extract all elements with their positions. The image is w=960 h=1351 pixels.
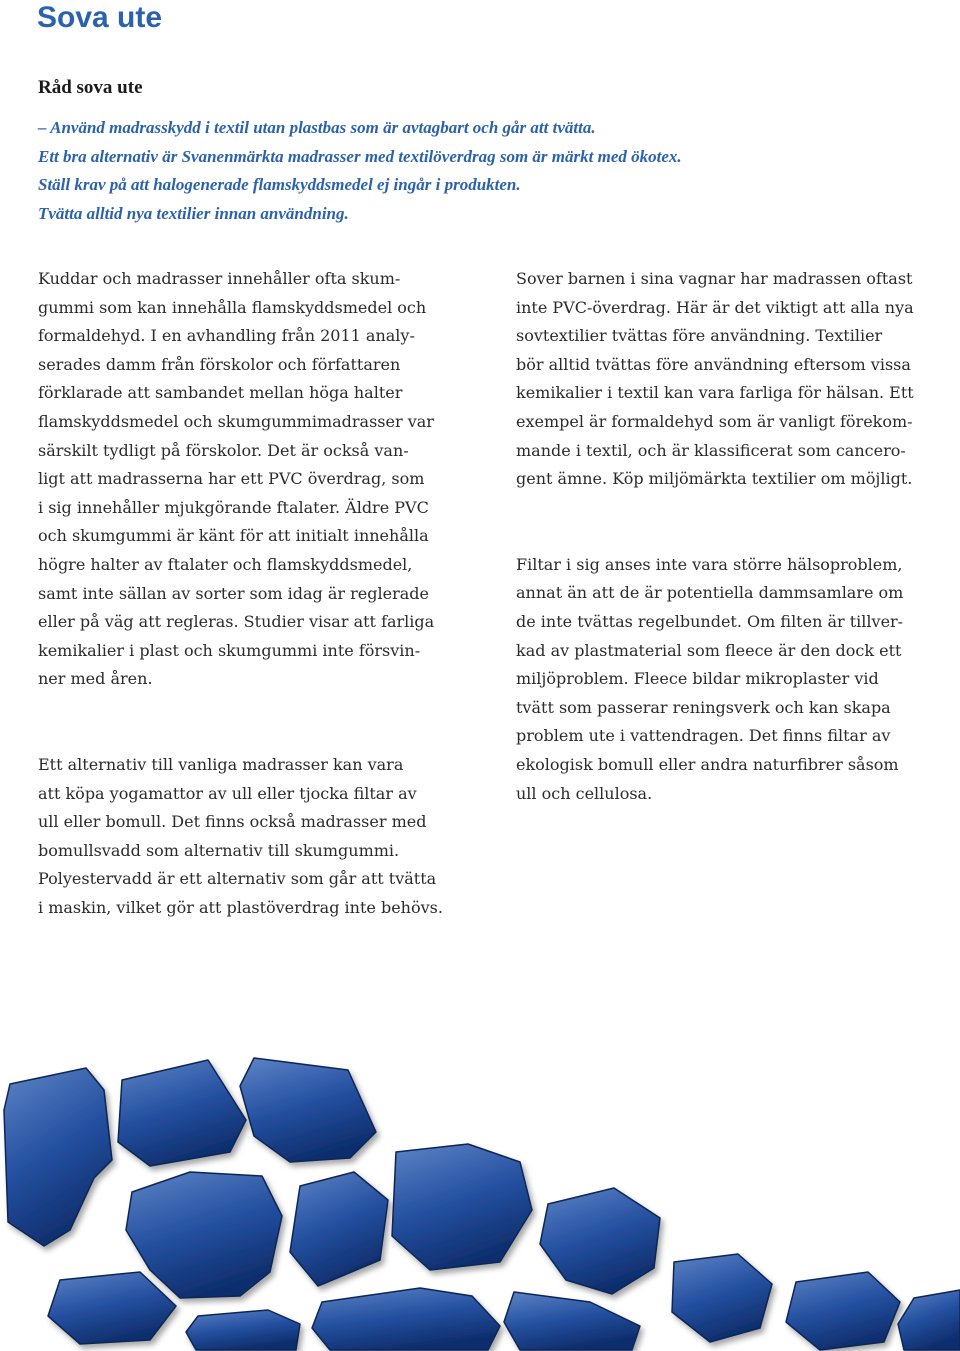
tile-shape [312, 1288, 500, 1350]
text-line: kemikalier i textil kan vara farliga för hälsan. Ett [516, 383, 914, 403]
text-line: Polyestervadd är ett alternativ som går att tvätta [38, 869, 437, 889]
text-line: formaldehyd. I en avhandling från 2011 analy- [38, 326, 415, 346]
text-line: Kuddar och madrasser innehåller ofta skum- [38, 269, 401, 288]
tile-shape [392, 1144, 532, 1270]
text-line: förklarade att sambandet mellan höga halter [38, 383, 403, 403]
text-line: gummi som kan innehålla flamskyddsmedel och [38, 297, 427, 317]
text-line: bör alltid tvättas före användning eftersom vissa [516, 354, 911, 374]
text-line: och skumgummi är känt för att initialt innehålla [38, 526, 429, 546]
tile-shape [672, 1254, 772, 1342]
tile-shape [786, 1272, 900, 1350]
tile-shape [4, 1068, 112, 1246]
tile-shape [126, 1172, 282, 1298]
advice-heading: Råd sova ute [38, 77, 143, 98]
text-line: kemikalier i plast och skumgummi inte försvin- [38, 640, 421, 660]
text-line: ull och cellulosa. [516, 783, 653, 803]
text-line: inte PVC-överdrag. Här är det viktigt att alla nya [516, 297, 914, 317]
right-column [516, 265, 956, 808]
text-line: problem ute i vattendragen. Det finns filtar av [516, 726, 891, 746]
left-paragraph-alternatives [38, 751, 508, 923]
text-line: ull eller bomull. Det finns också madrasser med [38, 812, 427, 832]
advice-item: – Använd madrasskydd i textil utan plastbas som är avtagbart och går att tvätta. [38, 118, 596, 137]
tile-shape [186, 1310, 300, 1350]
advice-item: Ställ krav på att halogenerade flamskyddsmedel ej ingår i produkten. [38, 175, 521, 194]
tile-shape [240, 1058, 376, 1162]
text-line: kad av plastmaterial som fleece är den dock ett [516, 640, 902, 660]
text-line: Filtar i sig anses inte vara större hälsoproblem, [516, 554, 903, 574]
text-line: ligt att madrasserna har ett PVC överdrag, som [38, 469, 425, 489]
text-line: att köpa yogamattor av ull eller tjocka filtar av [38, 783, 417, 803]
tile-shape [898, 1290, 960, 1350]
text-line: i sig innehåller mjukgörande ftalater. Äldre PVC [38, 497, 429, 517]
tile-shape [48, 1272, 176, 1344]
text-line: eller på väg att regleras. Studier visar att farliga [38, 612, 435, 632]
decorative-tiles [0, 1040, 960, 1351]
advice-item: Tvätta alltid nya textilier innan användning. [38, 203, 349, 223]
text-line: ner med åren. [38, 669, 153, 689]
text-line: gent ämne. Köp miljömärkta textilier om möjligt. [516, 469, 913, 489]
right-paragraph-blankets [516, 551, 956, 808]
text-line: Ett alternativ till vanliga madrasser kan vara [38, 754, 404, 774]
text-line: Sover barnen i sina vagnar har madrassen oftast [516, 269, 913, 288]
text-line: samt inte sällan av sorter som idag är reglerade [38, 583, 429, 603]
text-line: tvätt som passerar reningsverk och kan skapa [516, 697, 891, 717]
page-title: Sova ute [37, 1, 163, 34]
text-line: flamskyddsmedel och skumgummimadrasser var [38, 411, 434, 431]
text-line: serades damm från förskolor och författaren [38, 354, 401, 374]
paragraph-gap [516, 494, 956, 551]
text-line: annat än att de är potentiella dammsamlare om [516, 583, 904, 603]
text-line: de inte tvättas regelbundet. Om filten är tillver- [516, 611, 904, 631]
text-line: sovtextilier tvättas före användning. Textilier [516, 326, 883, 346]
tile-shape [540, 1188, 660, 1294]
paragraph-gap [38, 694, 508, 751]
advice-list [38, 114, 682, 228]
left-column [38, 265, 508, 922]
tile-shape [118, 1060, 246, 1166]
text-line: i maskin, vilket gör att plastöverdrag inte behövs. [38, 897, 443, 917]
right-paragraph-prams [516, 265, 956, 494]
text-line: miljöproblem. Fleece bildar mikroplaster vid [516, 669, 879, 689]
advice-item: Ett bra alternativ är Svanenmärkta madrasser med textilöverdrag som är märkt med ökotex. [38, 146, 682, 166]
left-paragraph-foam [38, 265, 508, 694]
tile-shape [290, 1172, 388, 1286]
tile-shape [504, 1292, 640, 1350]
text-line: mande i textil, och är klassificerat som cancero- [516, 440, 906, 460]
text-line: bomullsvadd som alternativ till skumgummi. [38, 840, 400, 860]
text-line: högre halter av ftalater och flamskyddsmedel, [38, 554, 413, 574]
text-line: ekologisk bomull eller andra naturfibrer såsom [516, 754, 899, 774]
text-line: särskilt tydligt på förskolor. Det är också van- [38, 440, 409, 460]
text-line: exempel är formaldehyd som är vanligt förekom- [516, 411, 913, 431]
